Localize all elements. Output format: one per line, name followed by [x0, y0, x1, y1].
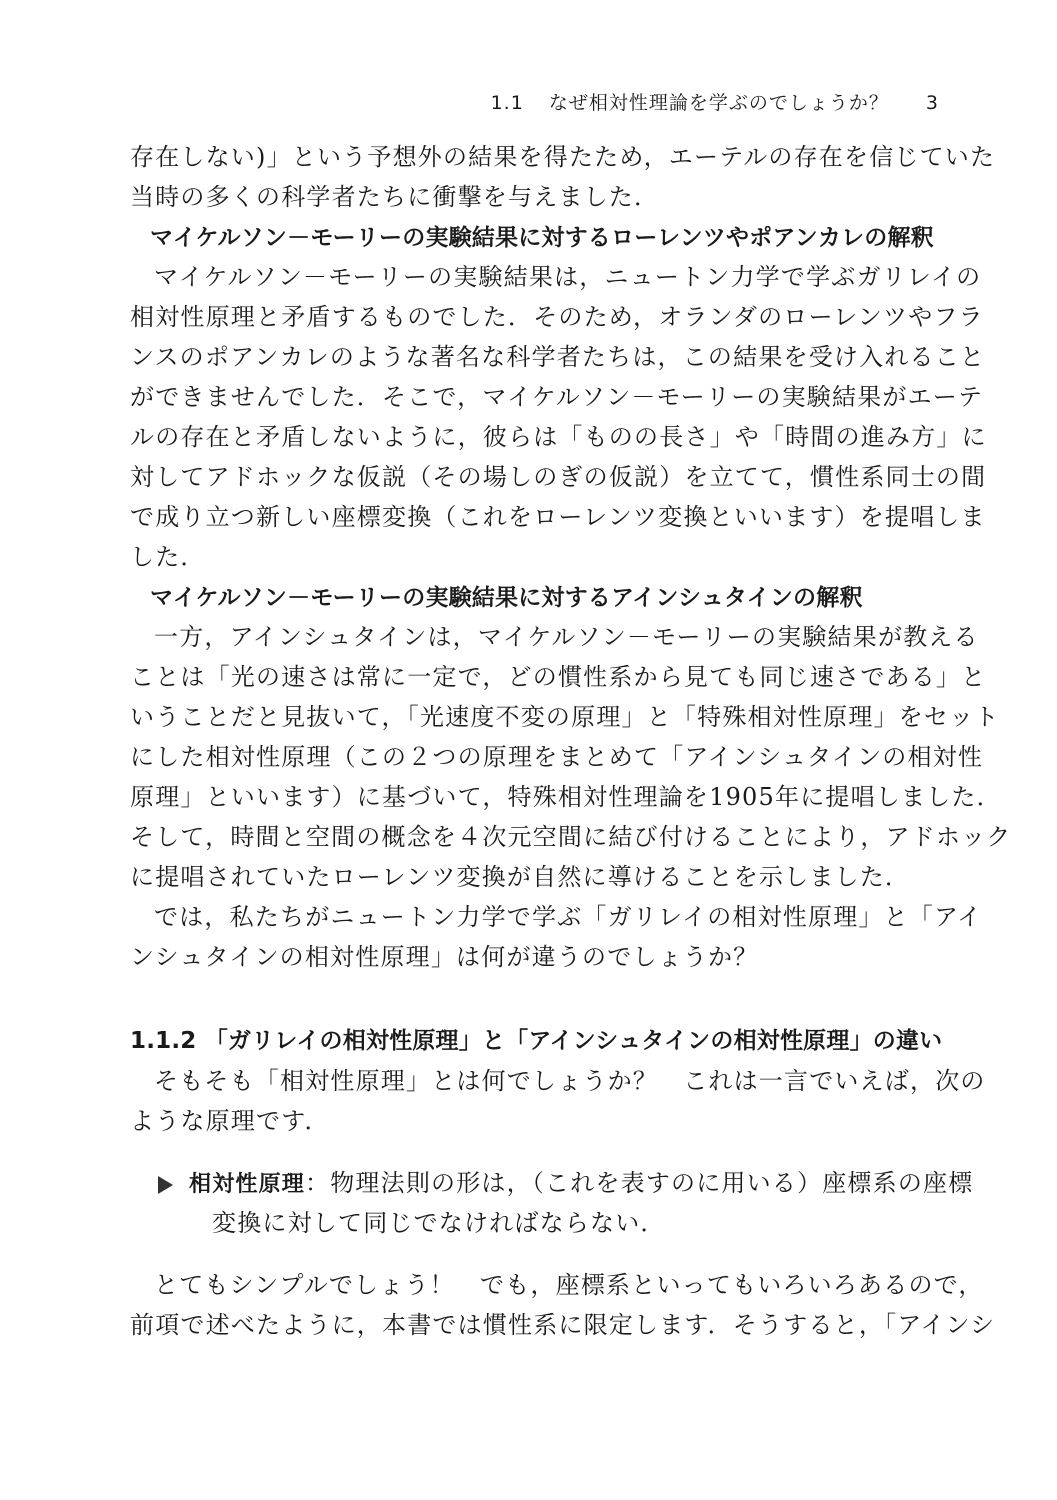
definition-text: ：物理法則の形は，（これを表すのに用いる）座標系の座標 [305, 1169, 974, 1197]
body-line: マイケルソン－モーリーの実験結果は，ニュートン力学で学ぶガリレイの [154, 263, 982, 291]
body-line: ンスのポアンカレのような著名な科学者たちは，この結果を受け入れること [130, 343, 986, 371]
definition-term: 相対性原理 [189, 1172, 306, 1197]
body-line: 当時の多くの科学者たちに衝撃を与えました． [130, 183, 660, 211]
body-line: ができませんでした．そこで，マイケルソン－モーリーの実験結果がエーテ [130, 383, 984, 411]
body-line: そもそも「相対性原理」とは何でしょうか？ これは一言でいえば，次の [154, 1067, 986, 1095]
definition-bullet [158, 1168, 974, 1200]
body-line: にした相対性原理（この２つの原理をまとめて「アインシュタインの相対性 [130, 743, 984, 771]
body-line: ンシュタインの相対性原理」は何が違うのでしょうか？ [130, 943, 759, 971]
body-line: 前項で述べたように，本書では慣性系に限定します．そうすると，「アインシ [130, 1311, 996, 1339]
definition-text-continued: 変換に対して同じでなければならない． [212, 1209, 666, 1237]
body-line: では，私たちがニュートン力学で学ぶ「ガリレイの相対性原理」と「アイ [154, 903, 983, 931]
body-line: ことは「光の速さは常に一定で，どの慣性系から見ても同じ速さである」と [130, 663, 987, 691]
body-line: で成り立つ新しい座標変換（これをローレンツ変換といいます）を提唱しま [130, 503, 986, 531]
page-number: 3 [925, 92, 939, 114]
body-line: ルの存在と矛盾しないように，彼らは「ものの長さ」や「時間の進み方」に [130, 423, 987, 451]
body-line: そして，時間と空間の概念を４次元空間に結び付けることにより，アドホック [130, 823, 1012, 851]
body-line: 一方，アインシュタインは，マイケルソン－モーリーの実験結果が教える [154, 623, 979, 651]
header-section-number: 1.1 [490, 92, 524, 114]
body-line: とてもシンプルでしょう！ でも，座標系といってもいろいろあるので， [154, 1271, 984, 1299]
body-line: に提唱されていたローレンツ変換が自然に導けることを示しました． [130, 863, 911, 891]
body-line: 相対性原理と矛盾するものでした．そのため，オランダのローレンツやフラ [130, 303, 984, 331]
triangle-bullet-icon [158, 1176, 173, 1194]
body-line: 対してアドホックな仮説（その場しのぎの仮説）を立てて，慣性系同士の間 [130, 463, 987, 491]
header-section-title: なぜ相対性理論を学ぶのでしょうか？ [548, 92, 889, 114]
running-header [491, 88, 939, 115]
body-line: 存在しない)」という予想外の結果を得たため，エーテルの存在を信じていた [130, 143, 996, 171]
subheading-lorentz: マイケルソン－モーリーの実験結果に対するローレンツやポアンカレの解釈 [150, 225, 934, 251]
subheading-einstein: マイケルソン－モーリーの実験結果に対するアインシュタインの解釈 [150, 585, 863, 611]
body-line: いうことだと見抜いて，「光速度不変の原理」と「特殊相対性原理」をセット [130, 703, 1000, 731]
body-line: 原理」といいます）に基づいて，特殊相対性理論を1905年に提唱しました． [130, 783, 1002, 811]
section-heading: 1.1.2 「ガリレイの相対性原理」と「アインシュタインの相対性原理」の違い [130, 1028, 943, 1054]
body-line: ような原理です． [130, 1107, 330, 1135]
body-line: した． [130, 543, 206, 571]
